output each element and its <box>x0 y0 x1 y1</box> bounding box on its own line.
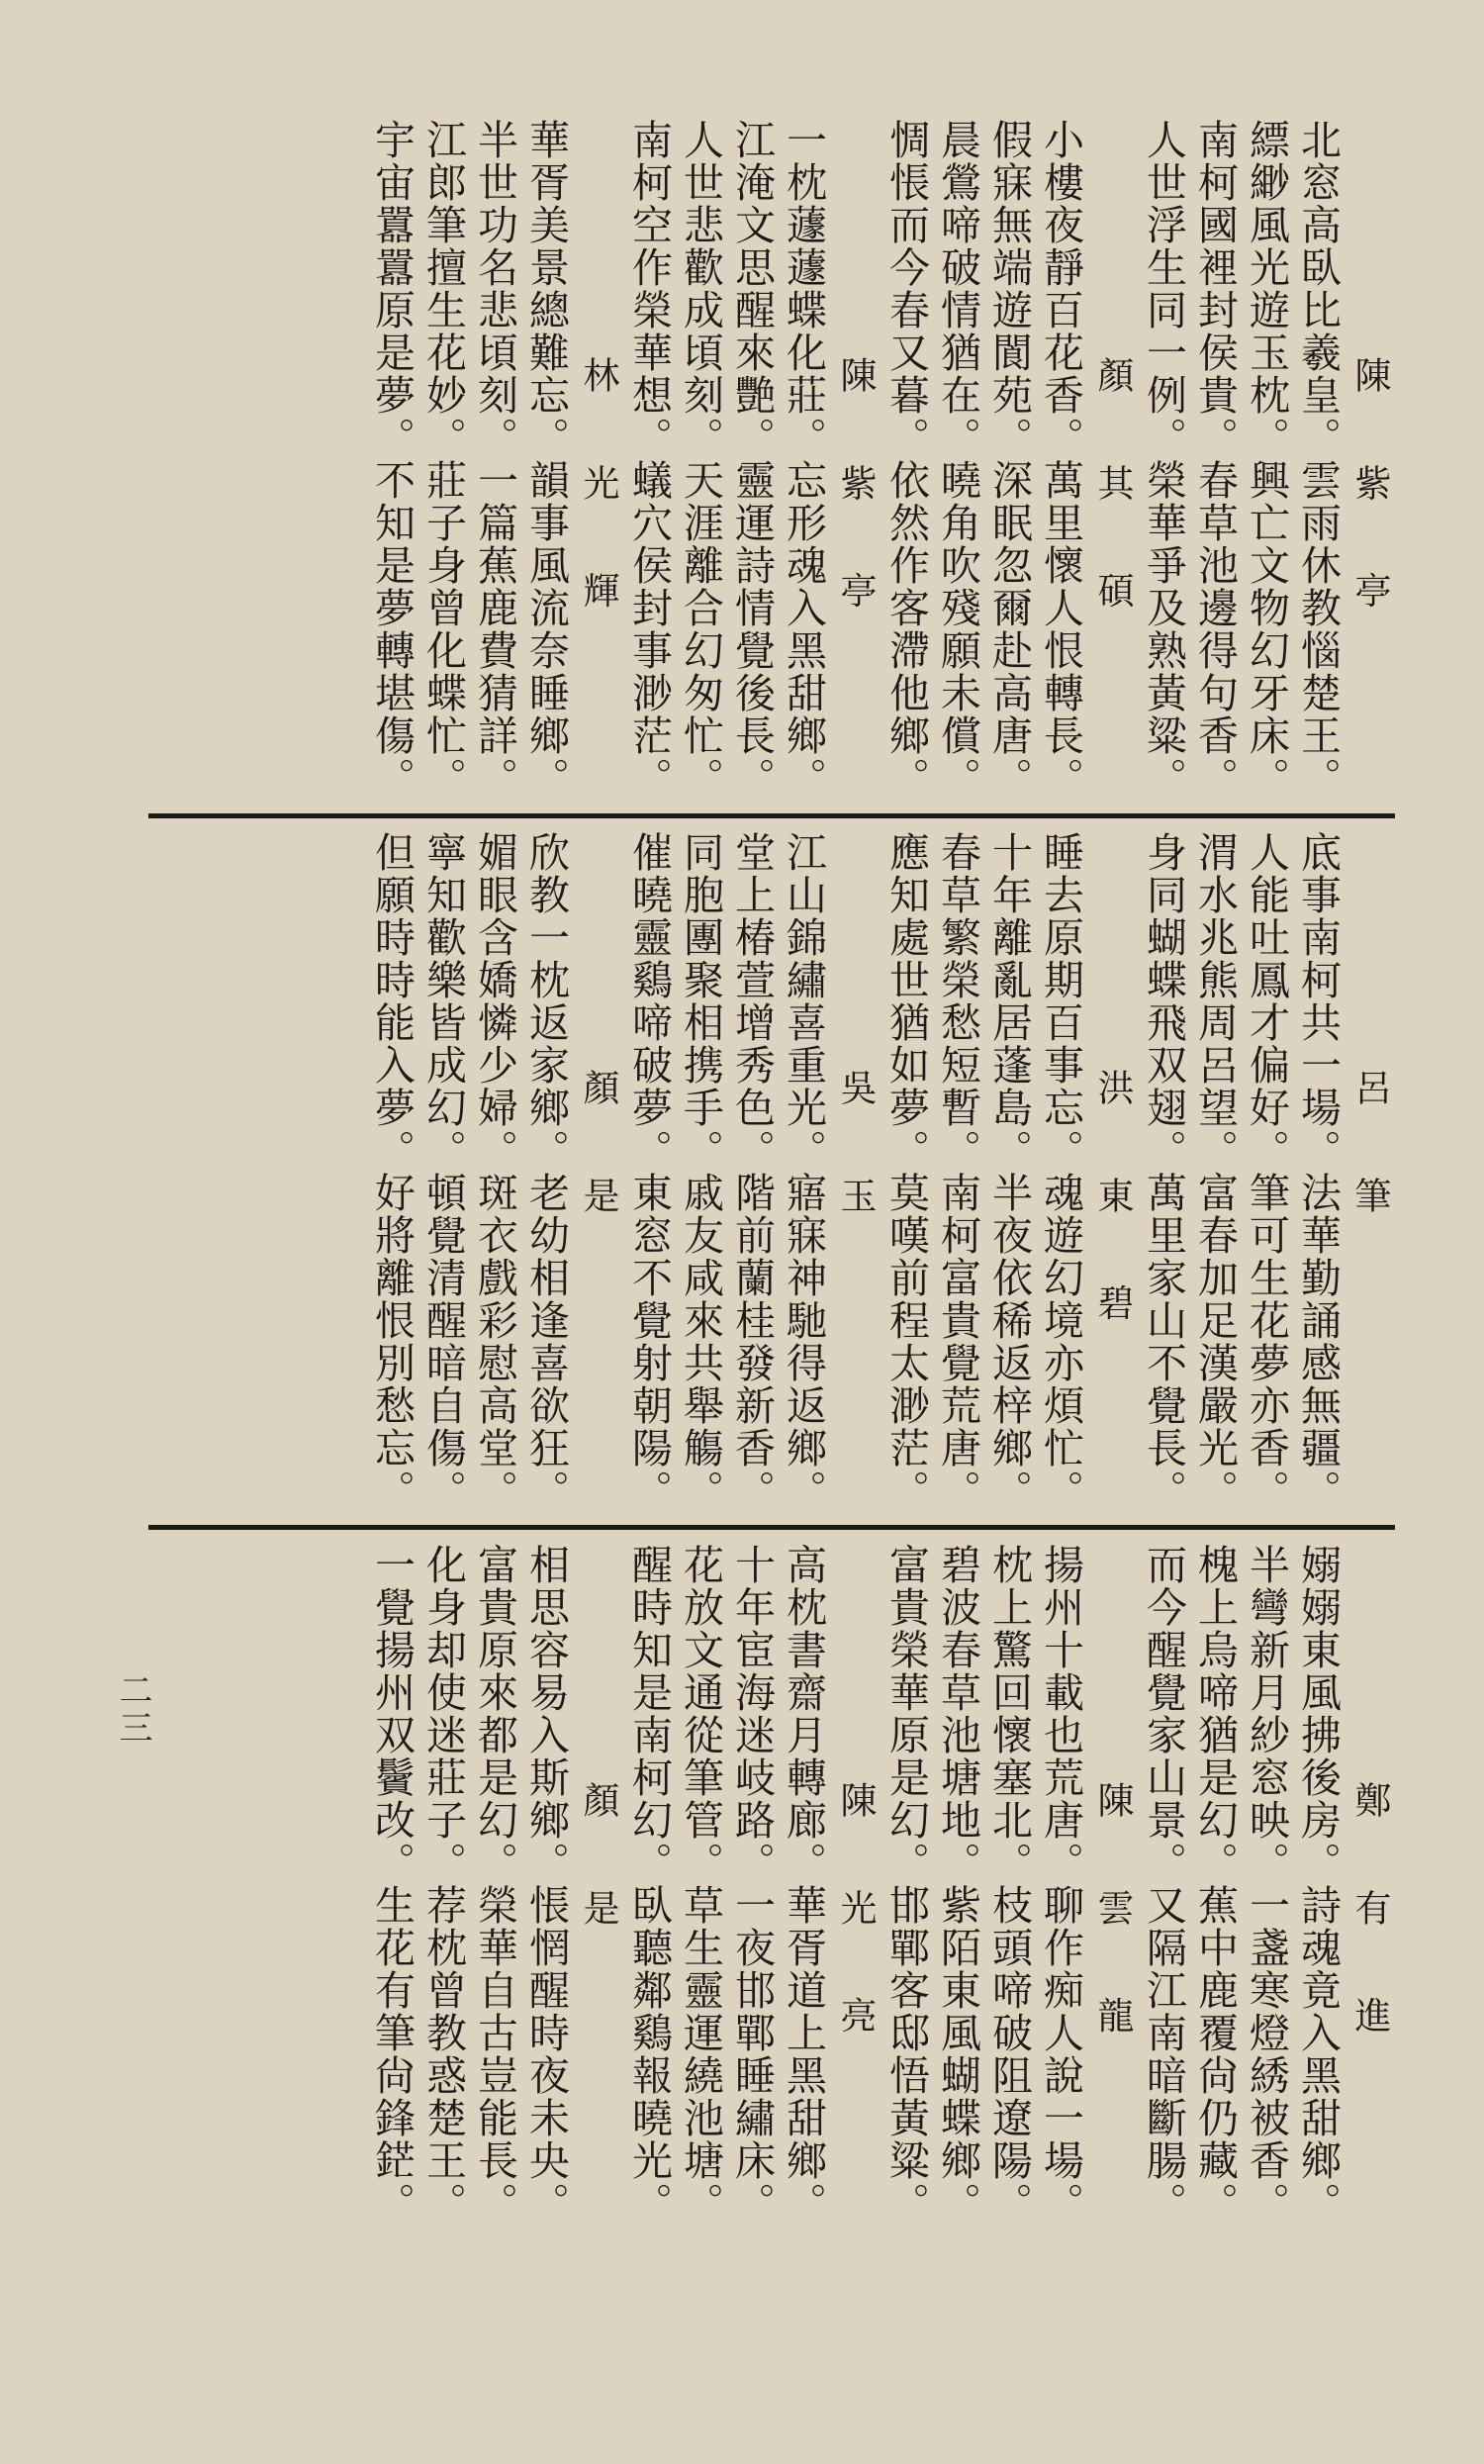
poem-tier-top <box>148 119 1395 811</box>
poem-line: 十年離亂居蓬島。半夜依稀返梓鄉。 <box>985 831 1033 1512</box>
poem-line: 惆悵而今春又暮。依然作客滯他鄉。 <box>882 119 930 800</box>
poem-tier-middle <box>148 831 1395 1524</box>
poem-line: 富貴榮華原是幻。邯鄲客邸悟黃粱。 <box>882 1544 930 2225</box>
poem-line: 小樓夜靜百花香。萬里懷人恨轉長。 <box>1037 119 1084 800</box>
poem-line: 同胞團聚相携手。戚友咸來共舉觴。 <box>677 831 724 1512</box>
poem-author: 顏 是 <box>577 1781 619 1955</box>
poem-line: 渭水兆熊周呂望。富春加足漢嚴光。 <box>1191 831 1239 1512</box>
poem-line: 但願時時能入夢。好將離恨別愁忘。 <box>368 831 416 1512</box>
poem-line: 晨鶯啼破情猶在。曉角吹殘願未償。 <box>934 119 981 800</box>
poem-line: 宇宙囂囂原是夢。不知是夢轉堪傷。 <box>368 119 416 800</box>
poem-author: 吳 玉 <box>834 1069 877 1243</box>
tier-divider <box>148 813 1395 818</box>
poem-author: 鄭 有 進 <box>1348 1781 1391 2063</box>
poem-author: 陳 光 亮 <box>834 1781 877 2063</box>
poem-line: 半世功名悲頃刻。一篇蕉鹿費猜詳。 <box>471 119 518 800</box>
poem-line: 應知處世猶如夢。莫嘆前程太渺茫。 <box>882 831 930 1512</box>
tier-divider <box>148 1525 1395 1530</box>
poem-author: 林 光 輝 <box>577 356 619 638</box>
poem-line: 南柯國裡封侯貴。春草池邊得句香。 <box>1191 119 1239 800</box>
poem-line: 相思容易入斯鄉。悵惘醒時夜未央。 <box>522 1544 570 2225</box>
poem-line: 睡去原期百事忘。魂遊幻境亦煩忙。 <box>1037 831 1084 1512</box>
poem-line: 槐上烏啼猶是幻。蕉中鹿覆尙仍藏。 <box>1191 1544 1239 2225</box>
poem-line: 催曉靈鷄啼破夢。東窓不覺射朝陽。 <box>625 831 673 1512</box>
poem-line: 人能吐鳳才偏好。筆可生花夢亦香。 <box>1243 831 1290 1512</box>
poem-author: 顏 是 <box>577 1069 619 1243</box>
poem-line: 一枕蘧蘧蝶化莊。忘形魂入黑甜鄉。 <box>780 119 827 800</box>
poem-line: 揚州十載也荒唐。聊作痴人說一場。 <box>1037 1544 1084 2225</box>
poem-line: 化身却使迷莊子。荐枕曾教惑楚王。 <box>419 1544 467 2225</box>
poem-line: 碧波春草池塘地。紫陌東風蝴蝶鄉。 <box>934 1544 981 2225</box>
poem-line: 縹緲風光遊玉枕。興亡文物幻牙床。 <box>1243 119 1290 800</box>
poem-line: 花放文通從筆管。草生靈運繞池塘。 <box>677 1544 724 2225</box>
poem-line: 欣教一枕返家鄉。老幼相逢喜欲狂。 <box>522 831 570 1512</box>
poem-line: 醒時知是南柯幻。臥聽鄰鷄報曉光。 <box>625 1544 673 2225</box>
poem-line: 富貴原來都是幻。榮華自古豈能長。 <box>471 1544 518 2225</box>
poem-line: 南柯空作榮華想。蟻穴侯封事渺茫。 <box>625 119 673 800</box>
poem-line: 一覺揚州双鬢改。生花有筆尙鋒鋩。 <box>368 1544 416 2225</box>
poem-author: 顏 其 碩 <box>1091 356 1134 638</box>
poem-author: 洪 東 碧 <box>1091 1069 1134 1351</box>
poem-line: 嫋嫋東風拂後房。詩魂竟入黑甜鄉。 <box>1294 1544 1342 2225</box>
poem-line: 高枕書齋月轉廊。華胥道上黑甜鄉。 <box>780 1544 827 2225</box>
poem-line: 枕上驚回懷塞北。枝頭啼破阻遼陽。 <box>985 1544 1033 2225</box>
poem-line: 假寐無端遊閬苑。深眠忽爾赴高唐。 <box>985 119 1033 800</box>
poem-line: 江山錦繡喜重光。寤寐神馳得返鄉。 <box>780 831 827 1512</box>
poem-line: 身同蝴蝶飛双翅。萬里家山不覺長。 <box>1140 831 1187 1512</box>
poem-author: 陳 紫 亭 <box>1348 356 1391 638</box>
poem-line: 江郎筆擅生花妙。莊子身曾化蝶忙。 <box>419 119 467 800</box>
poem-tier-bottom <box>148 1544 1395 2227</box>
poem-author: 陳 雲 龍 <box>1091 1781 1134 2063</box>
poem-line: 堂上椿萱增秀色。階前蘭桂發新香。 <box>728 831 776 1512</box>
poem-line: 江淹文思醒來艷。靈運詩情覺後長。 <box>728 119 776 800</box>
poem-line: 人世浮生同一例。榮華爭及熟黃粱。 <box>1140 119 1187 800</box>
poem-author: 陳 紫 亭 <box>834 356 877 638</box>
poem-line: 華胥美景總難忘。韻事風流奈睡鄉。 <box>522 119 570 800</box>
poem-line: 底事南柯共一場。法華勤誦感無疆。 <box>1294 831 1342 1512</box>
poem-line: 十年宦海迷岐路。一夜邯鄲睡繡床。 <box>728 1544 776 2225</box>
poem-line: 而今醒覺家山景。又隔江南暗斷腸。 <box>1140 1544 1187 2225</box>
poem-line: 媚眼含嬌憐少婦。斑衣戲彩慰高堂。 <box>471 831 518 1512</box>
poem-line: 人世悲歡成頃刻。天涯離合幻匆忙。 <box>677 119 724 800</box>
poem-line: 半彎新月紗窓映。一盞寒燈綉被香。 <box>1243 1544 1290 2225</box>
poem-line: 春草繁榮愁短暫。南柯富貴覺荒唐。 <box>934 831 981 1512</box>
page-number: 二三 <box>113 1672 152 1748</box>
poem-line: 北窓高臥比羲皇。雲雨休教惱楚王。 <box>1294 119 1342 800</box>
poem-line: 寧知歡樂皆成幻。頓覺清醒暗自傷。 <box>419 831 467 1512</box>
poem-author: 呂 筆 <box>1348 1069 1391 1243</box>
